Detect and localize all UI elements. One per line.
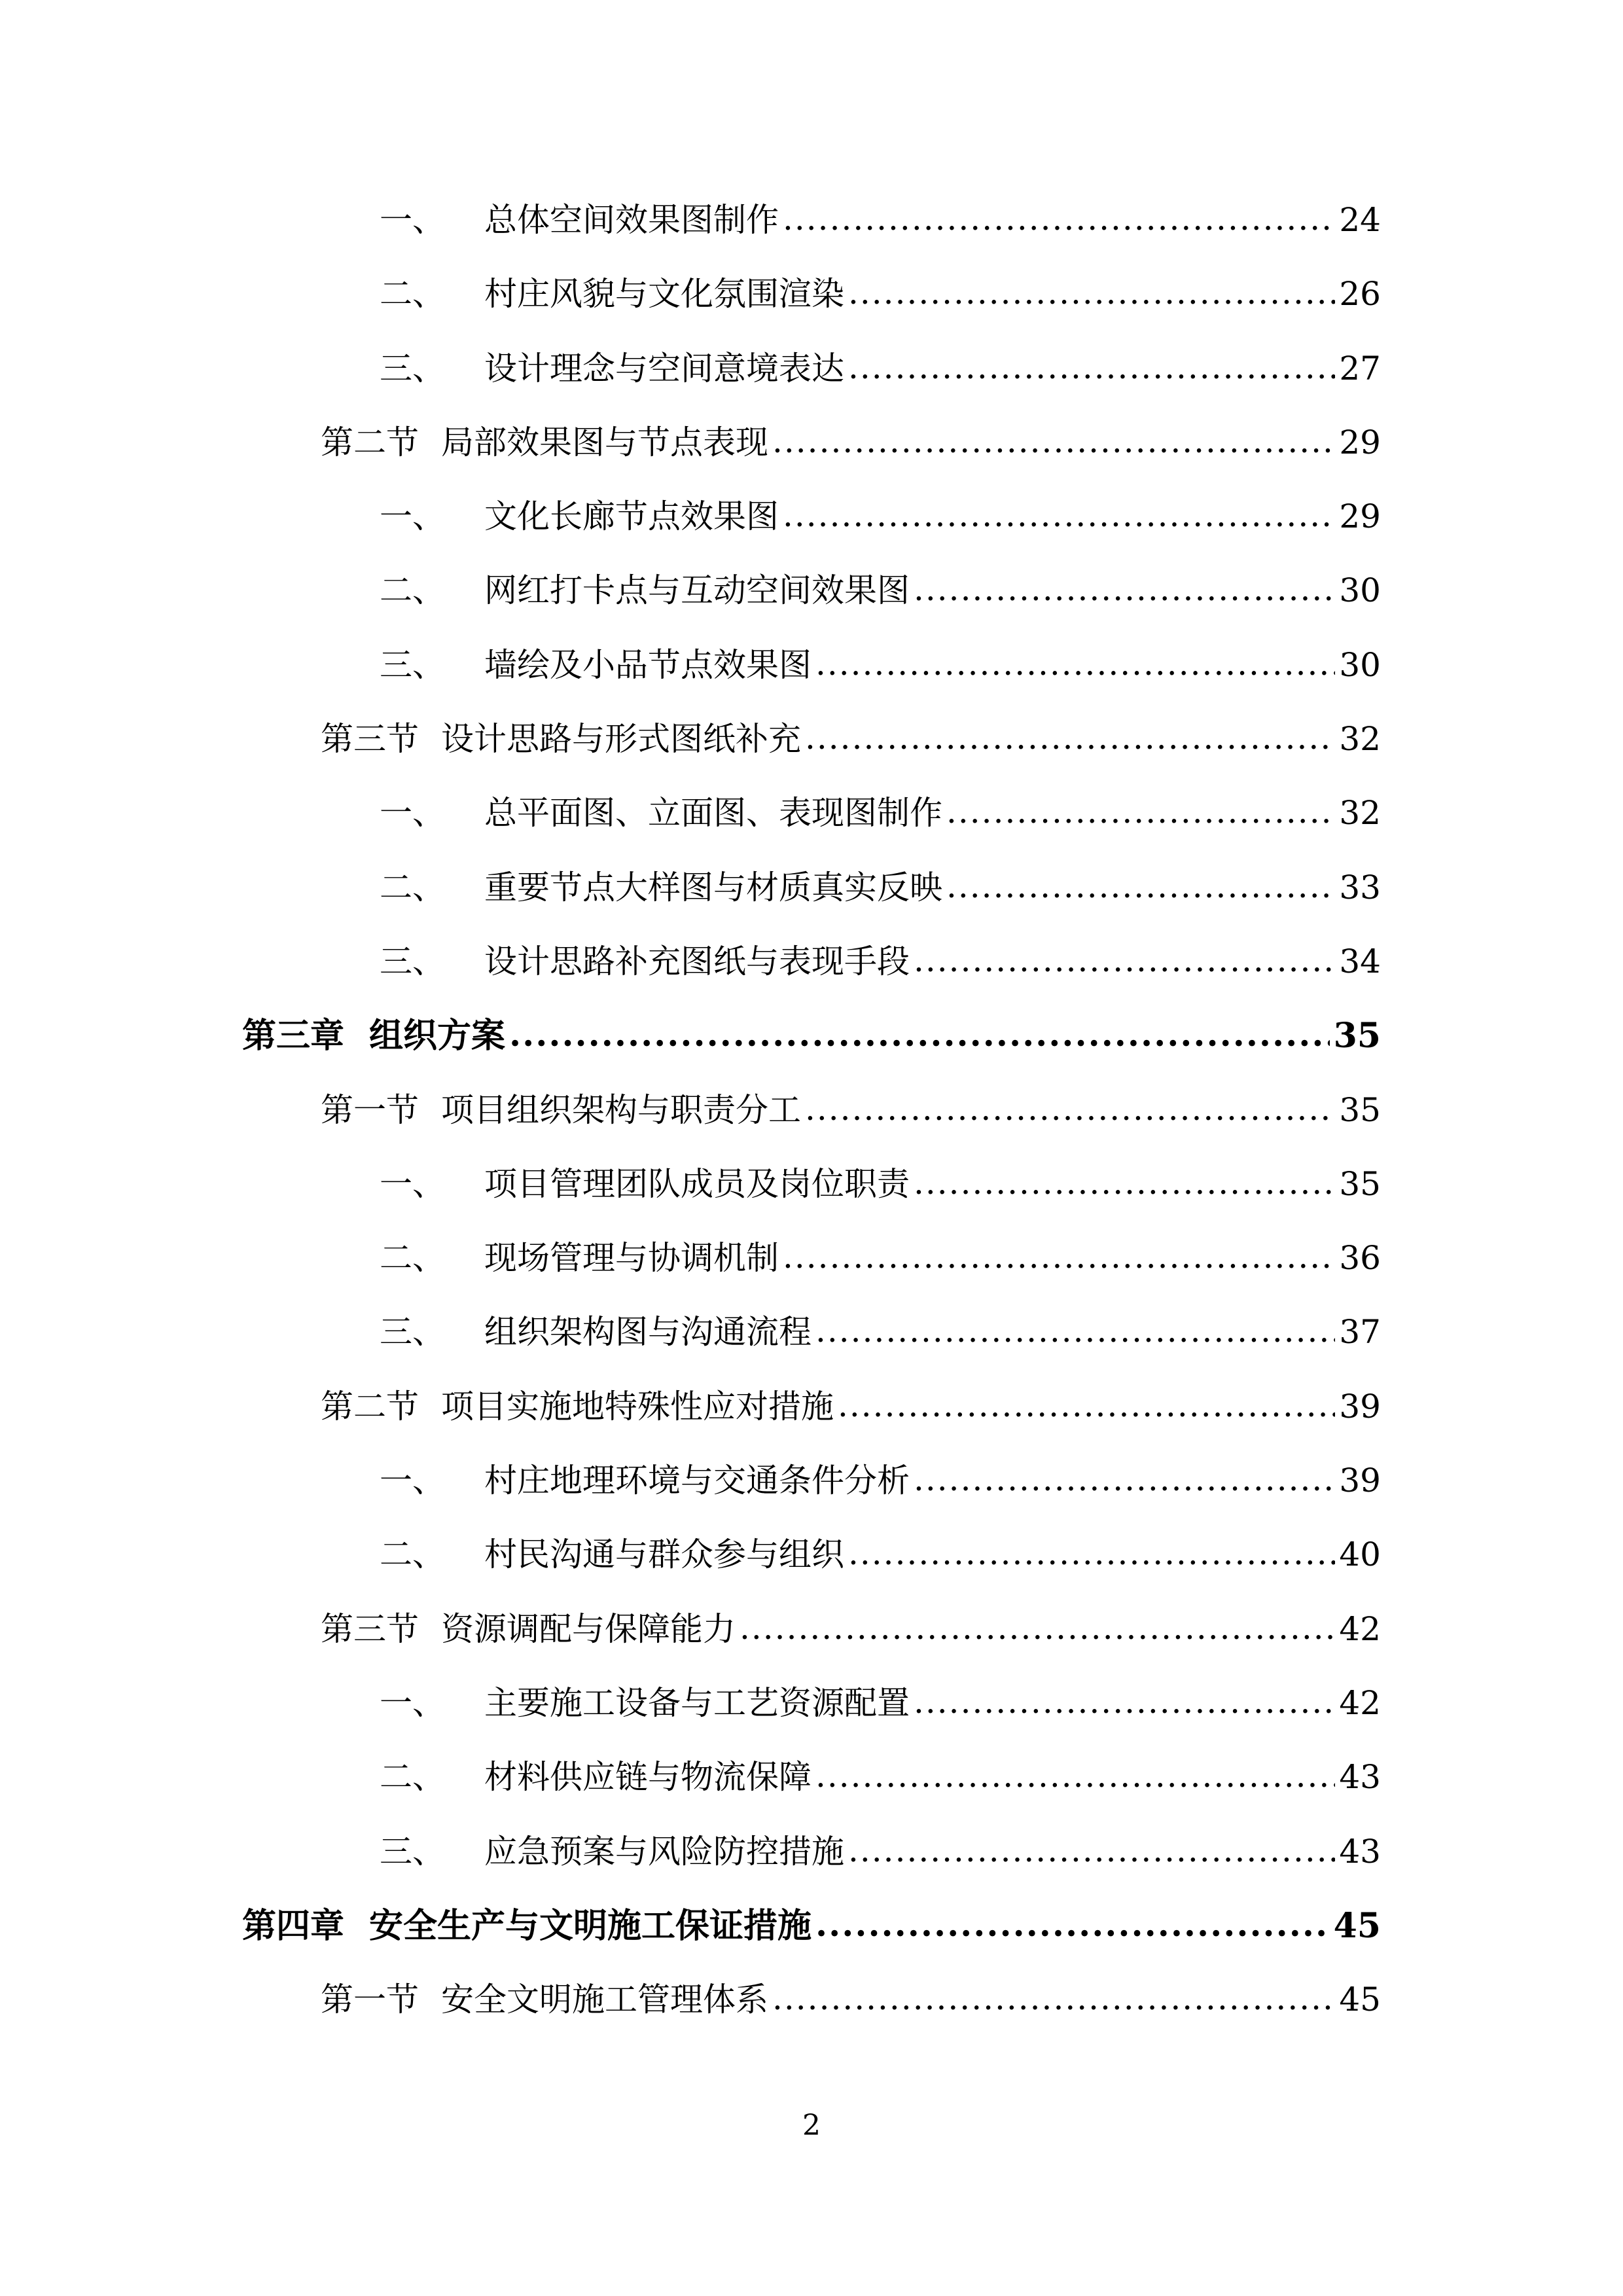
toc-entry-chapter[interactable] [242, 999, 1381, 1073]
toc-entry-number: 第二节 [321, 423, 419, 461]
toc-entry-title: 总体空间效果图制作 [484, 201, 779, 239]
toc-entry-title: 项目管理团队成员及岗位职责 [484, 1164, 910, 1203]
toc-entry-title: 资源调配与保障能力 [441, 1609, 736, 1648]
toc-dot-leader [848, 256, 1335, 330]
toc-entry-number: 三、 [380, 645, 445, 684]
toc-entry-number: 二、 [380, 1535, 445, 1574]
toc-dot-leader [783, 1220, 1335, 1294]
toc-dot-leader [848, 1814, 1335, 1888]
toc-entry-title: 局部效果图与节点表现 [441, 423, 768, 461]
toc-dot-leader [805, 1072, 1335, 1146]
toc-entry-title: 安全文明施工管理体系 [441, 1981, 768, 2019]
toc-entry-number: 第一节 [321, 1981, 419, 2019]
toc-entry-section[interactable] [242, 406, 1381, 480]
toc-entry-section[interactable] [242, 1592, 1381, 1666]
toc-entry-title: 村庄地理环境与交通条件分析 [484, 1462, 910, 1500]
toc-entry-section[interactable] [242, 1370, 1381, 1444]
toc-entry-number: 第三节 [321, 1609, 419, 1648]
toc-entry-section[interactable] [242, 702, 1381, 776]
toc-entry-item[interactable] [242, 1518, 1381, 1592]
toc-dot-leader [815, 1294, 1335, 1368]
toc-dot-leader [946, 775, 1335, 849]
toc-dot-leader [772, 404, 1335, 478]
toc-dot-leader [848, 1516, 1335, 1590]
toc-entry-title: 设计思路与形式图纸补充 [441, 720, 801, 759]
toc-entry-number: 三、 [380, 942, 445, 980]
toc-entry-page: 43 [1339, 1758, 1381, 1797]
toc-entry-page: 35 [1339, 1164, 1381, 1203]
toc-entry-number: 一、 [380, 1683, 445, 1722]
toc-entry-title: 组织方案 [369, 1016, 506, 1056]
toc-entry-item[interactable] [242, 554, 1381, 628]
toc-entry-page: 45 [1333, 1905, 1381, 1946]
toc-entry-number: 第二节 [321, 1387, 419, 1426]
toc-entry-item[interactable] [242, 1295, 1381, 1369]
toc-entry-page: 42 [1339, 1683, 1381, 1722]
toc-dot-leader [914, 924, 1335, 997]
toc-entry-number: 一、 [380, 794, 445, 833]
toc-dot-leader [815, 1739, 1335, 1813]
toc-dot-leader [815, 627, 1335, 701]
toc-entry-page: 24 [1339, 201, 1381, 239]
toc-entry-page: 39 [1339, 1462, 1381, 1500]
toc-entry-item[interactable] [242, 851, 1381, 925]
toc-entry-title: 文化长廊节点效果图 [484, 497, 779, 536]
toc-dot-leader [848, 331, 1335, 404]
toc-entry-page: 35 [1339, 1090, 1381, 1129]
toc-entry-title: 安全生产与文明施工保证措施 [369, 1905, 812, 1946]
toc-dot-leader [740, 1591, 1335, 1665]
toc-entry-number: 第三章 [242, 1016, 345, 1056]
toc-entry-page: 33 [1339, 868, 1381, 906]
toc-entry-page: 40 [1339, 1535, 1381, 1574]
toc-dot-leader [783, 182, 1335, 256]
toc-entry-title: 设计理念与空间意境表达 [484, 349, 844, 387]
toc-entry-page: 30 [1339, 571, 1381, 610]
toc-entry-number: 一、 [380, 1164, 445, 1203]
toc-entry-number: 二、 [380, 868, 445, 906]
toc-entry-page: 30 [1339, 645, 1381, 684]
toc-entry-page: 34 [1339, 942, 1381, 980]
toc-entry-item[interactable] [242, 1147, 1381, 1221]
toc-dot-leader [914, 552, 1335, 626]
toc-entry-number: 三、 [380, 1832, 445, 1871]
toc-entry-number: 第四章 [242, 1905, 345, 1946]
toc-entry-page: 32 [1339, 794, 1381, 833]
toc-entry-title: 村庄风貌与文化氛围渲染 [484, 275, 844, 314]
toc-entry-title: 项目组织架构与职责分工 [441, 1090, 801, 1129]
toc-entry-chapter[interactable] [242, 1889, 1381, 1963]
toc-dot-leader [946, 850, 1335, 924]
toc-entry-number: 第三节 [321, 720, 419, 759]
toc-entry-title: 网红打卡点与互动空间效果图 [484, 571, 910, 610]
toc-entry-number: 二、 [380, 275, 445, 314]
toc-entry-item[interactable] [242, 1815, 1381, 1889]
toc-dot-leader [838, 1369, 1335, 1443]
toc-dot-leader [509, 997, 1330, 1071]
toc-dot-leader [772, 1962, 1335, 2036]
toc-entry-item[interactable] [242, 1666, 1381, 1740]
toc-entry-item[interactable] [242, 1444, 1381, 1518]
toc-entry-title: 项目实施地特殊性应对措施 [441, 1387, 834, 1426]
toc-entry-number: 第一节 [321, 1090, 419, 1129]
toc-entry-title: 重要节点大样图与材质真实反映 [484, 868, 942, 906]
toc-entry-number: 一、 [380, 497, 445, 536]
toc-entry-page: 37 [1339, 1313, 1381, 1352]
toc-entry-item[interactable] [242, 332, 1381, 406]
toc-entry-page: 42 [1339, 1609, 1381, 1648]
toc-entry-number: 一、 [380, 201, 445, 239]
toc-entry-title: 总平面图、立面图、表现图制作 [484, 794, 942, 833]
toc-entry-page: 29 [1339, 497, 1381, 536]
toc-dot-leader [805, 701, 1335, 775]
toc-entry-number: 二、 [380, 1239, 445, 1278]
toc-dot-leader [914, 1665, 1335, 1739]
toc-entry-title: 现场管理与协调机制 [484, 1239, 779, 1278]
toc-entry-title: 组织架构图与沟通流程 [484, 1313, 812, 1352]
toc-entry-title: 墙绘及小品节点效果图 [484, 645, 812, 684]
toc-entry-item[interactable] [242, 183, 1381, 257]
toc-entry-page: 36 [1339, 1239, 1381, 1278]
toc-entry-page: 45 [1339, 1981, 1381, 2019]
toc-entry-number: 三、 [380, 349, 445, 387]
toc-entry-number: 二、 [380, 1758, 445, 1797]
toc-entry-title: 主要施工设备与工艺资源配置 [484, 1683, 910, 1722]
page-number: 2 [802, 2109, 821, 2142]
toc-dot-leader [815, 1888, 1330, 1962]
toc-entry-page: 29 [1339, 423, 1381, 461]
toc-entry-title: 设计思路补充图纸与表现手段 [484, 942, 910, 980]
toc-entry-page: 27 [1339, 349, 1381, 387]
toc-entry-page: 39 [1339, 1387, 1381, 1426]
toc-entry-item[interactable] [242, 480, 1381, 554]
toc-entry-page: 35 [1333, 1016, 1381, 1056]
toc-entry-title: 材料供应链与物流保障 [484, 1758, 812, 1797]
toc-entry-number: 一、 [380, 1462, 445, 1500]
toc-entry-title: 应急预案与风险防控措施 [484, 1832, 844, 1871]
table-of-contents [242, 183, 1381, 2037]
toc-entry-item[interactable] [242, 925, 1381, 999]
toc-dot-leader [783, 478, 1335, 552]
toc-dot-leader [914, 1443, 1335, 1516]
toc-entry-item[interactable] [242, 628, 1381, 702]
toc-entry-number: 二、 [380, 571, 445, 610]
toc-entry-item[interactable] [242, 1221, 1381, 1295]
toc-entry-item[interactable] [242, 1740, 1381, 1814]
toc-entry-section[interactable] [242, 1963, 1381, 2037]
toc-entry-page: 26 [1339, 275, 1381, 314]
toc-entry-number: 三、 [380, 1313, 445, 1352]
toc-entry-section[interactable] [242, 1073, 1381, 1147]
toc-entry-page: 43 [1339, 1832, 1381, 1871]
toc-entry-item[interactable] [242, 257, 1381, 331]
toc-entry-item[interactable] [242, 776, 1381, 850]
toc-entry-page: 32 [1339, 720, 1381, 759]
toc-dot-leader [914, 1146, 1335, 1220]
toc-entry-title: 村民沟通与群众参与组织 [484, 1535, 844, 1574]
